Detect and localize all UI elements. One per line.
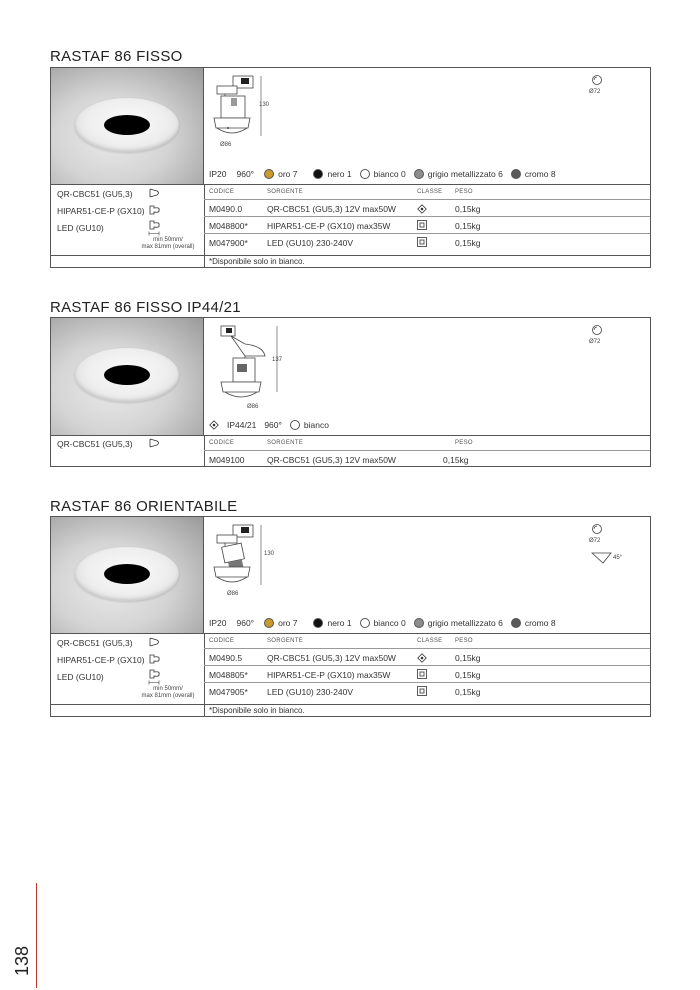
col-header-source: SORGENTE — [267, 440, 304, 446]
ip-rating: IP44/21 — [227, 420, 257, 430]
lamp-type: LED (GU10) — [57, 672, 104, 682]
row-weight: 0,15kg — [455, 653, 481, 663]
finish-label: oro 7 — [278, 618, 298, 628]
finish-label: cromo 8 — [524, 618, 556, 628]
height-dimension: 130 — [259, 102, 270, 108]
footnote: *Disponibile solo in bianco. — [209, 257, 305, 266]
lamp-hole — [104, 564, 150, 584]
divider — [204, 648, 650, 649]
lamp-type: HIPAR51-CE-P (GX10) — [57, 655, 145, 665]
col-header-source: SORGENTE — [267, 638, 304, 644]
divider — [51, 704, 650, 705]
product-photo — [51, 318, 204, 435]
finish-swatch-grey[interactable] — [414, 618, 424, 628]
lamp-length-note — [135, 237, 201, 250]
row-code: M048805* — [209, 670, 248, 680]
divider — [204, 704, 205, 716]
halogen-lamp-icon — [149, 188, 161, 198]
lamp-type: HIPAR51-CE-P (GX10) — [57, 206, 145, 216]
finish-label: bianco 0 — [373, 618, 406, 628]
lamp-hole — [104, 365, 150, 385]
par-lamp-icon — [149, 205, 161, 215]
double-square-class-icon — [417, 237, 427, 247]
finish-label: nero 1 — [327, 169, 352, 179]
divider — [204, 184, 205, 255]
product-card-fisso-ip44 — [50, 317, 651, 467]
length-arrow-icon — [148, 231, 160, 236]
diamond-class-icon — [417, 204, 427, 214]
finish-label: bianco 0 — [373, 169, 406, 179]
row-source: HIPAR51-CE-P (GX10) max35W — [267, 670, 391, 680]
finish-swatch-white[interactable] — [360, 169, 370, 179]
ip-rating: IP20 — [209, 618, 227, 628]
finish-swatch-gold[interactable] — [264, 169, 274, 179]
row-code: M049100 — [209, 455, 245, 465]
divider — [51, 435, 650, 436]
lamp-hole — [104, 115, 150, 135]
finish-swatch-black[interactable] — [313, 169, 323, 179]
finish-swatch-white[interactable] — [360, 618, 370, 628]
finish-row — [209, 618, 556, 628]
note-line: max 81mm (overall) — [141, 692, 195, 699]
finish-swatch-chrome[interactable] — [511, 169, 521, 179]
glow-wire-temp: 960° — [236, 618, 255, 628]
cut-out-value: Ø72 — [589, 339, 601, 345]
footnote: *Disponibile solo in bianco. — [209, 706, 305, 715]
led-lamp-icon — [149, 220, 161, 230]
row-code: M0490.5 — [209, 653, 243, 663]
section-title: RASTAF 86 FISSO IP44/21 — [50, 299, 241, 316]
row-weight: 0,15kg — [455, 238, 481, 248]
lamp-type: QR-CBC51 (GU5,3) — [57, 638, 133, 648]
halogen-lamp-icon — [149, 438, 161, 448]
divider — [204, 199, 650, 200]
note-line: min 50mm/ — [153, 237, 183, 243]
col-header-code: CODICE — [209, 638, 235, 644]
product-card-orientabile — [50, 516, 651, 717]
note-line: max 81mm (overall) — [141, 243, 195, 250]
page-number-bar — [36, 883, 37, 988]
row-source: QR-CBC51 (GU5,3) 12V max50W — [267, 204, 396, 214]
tilt-angle-icon — [591, 549, 613, 565]
divider — [204, 682, 650, 683]
height-dimension: 130 — [264, 551, 275, 557]
product-photo — [51, 68, 204, 184]
finish-label: bianco — [303, 420, 329, 430]
product-card-fisso — [50, 67, 651, 268]
lamp-length-note — [135, 686, 201, 699]
tilt-angle-value: 45° — [613, 555, 623, 561]
technical-drawing — [211, 322, 321, 410]
col-header-code: CODICE — [209, 440, 235, 446]
glow-wire-temp: 960° — [236, 169, 255, 179]
length-arrow-icon — [148, 680, 160, 685]
col-header-code: CODICE — [209, 189, 235, 195]
divider — [204, 216, 650, 217]
finish-swatch-black[interactable] — [313, 618, 323, 628]
glow-wire-temp: 960° — [264, 420, 282, 430]
double-square-class-icon — [417, 669, 427, 679]
col-header-weight: PESO — [455, 440, 473, 446]
row-code: M048800* — [209, 221, 248, 231]
col-header-class: CLASSE — [417, 638, 443, 644]
note-line: min 50mm/ — [153, 686, 183, 692]
row-source: QR-CBC51 (GU5,3) 12V max50W — [267, 653, 396, 663]
section-title: RASTAF 86 ORIENTABILE — [50, 498, 238, 515]
divider — [51, 633, 650, 634]
cut-out-icon — [591, 523, 603, 535]
divider — [204, 233, 650, 234]
row-weight: 0,15kg — [455, 670, 481, 680]
finish-label: oro 7 — [278, 169, 298, 179]
section-title: RASTAF 86 FISSO — [50, 48, 183, 65]
row-source: LED (GU10) 230-240V — [267, 238, 353, 248]
lamp-type: LED (GU10) — [57, 223, 104, 233]
finish-label: grigio metallizzato 6 — [427, 169, 503, 179]
row-code: M047905* — [209, 687, 248, 697]
diameter-dimension: Ø86 — [220, 142, 232, 148]
cut-out-icon — [591, 324, 603, 336]
finish-label: grigio metallizzato 6 — [427, 618, 503, 628]
row-source: QR-CBC51 (GU5,3) 12V max50W — [267, 455, 396, 465]
col-header-class: CLASSE — [417, 189, 443, 195]
led-lamp-icon — [149, 669, 161, 679]
diameter-dimension: Ø86 — [247, 404, 259, 410]
row-weight: 0,15kg — [455, 221, 481, 231]
finish-row — [209, 169, 556, 179]
finish-swatch-gold[interactable] — [264, 618, 274, 628]
row-code: M047900* — [209, 238, 248, 248]
height-dimension: 137 — [272, 357, 283, 363]
divider — [204, 665, 650, 666]
cut-out-icon — [591, 74, 603, 86]
diameter-dimension: Ø86 — [227, 591, 239, 597]
double-square-class-icon — [417, 220, 427, 230]
col-header-weight: PESO — [455, 638, 473, 644]
ip-rating: IP20 — [209, 169, 227, 179]
finish-row — [209, 420, 329, 430]
row-source: LED (GU10) 230-240V — [267, 687, 353, 697]
row-code: M0490.0 — [209, 204, 243, 214]
finish-swatch-grey[interactable] — [414, 169, 424, 179]
cut-out-value: Ø72 — [589, 89, 601, 95]
row-weight: 0,15kg — [455, 687, 481, 697]
diamond-class-icon — [417, 653, 427, 663]
row-source: HIPAR51-CE-P (GX10) max35W — [267, 221, 391, 231]
diamond-class-icon — [209, 420, 219, 430]
col-header-weight: PESO — [455, 189, 473, 195]
lamp-type: QR-CBC51 (GU5,3) — [57, 189, 133, 199]
lamp-type: QR-CBC51 (GU5,3) — [57, 439, 133, 449]
finish-swatch-white[interactable] — [290, 420, 300, 430]
divider — [204, 633, 205, 704]
row-weight: 0,15kg — [443, 455, 469, 465]
product-photo — [51, 517, 204, 633]
par-lamp-icon — [149, 654, 161, 664]
page-number: 138 — [12, 945, 32, 976]
divider — [51, 184, 650, 185]
col-header-source: SORGENTE — [267, 189, 304, 195]
row-weight: 0,15kg — [455, 204, 481, 214]
halogen-lamp-icon — [149, 637, 161, 647]
divider — [51, 255, 650, 256]
finish-swatch-chrome[interactable] — [511, 618, 521, 628]
cut-out-value: Ø72 — [589, 538, 601, 544]
finish-label: cromo 8 — [524, 169, 556, 179]
double-square-class-icon — [417, 686, 427, 696]
divider — [204, 450, 650, 451]
divider — [204, 255, 205, 267]
finish-label: nero 1 — [327, 618, 352, 628]
